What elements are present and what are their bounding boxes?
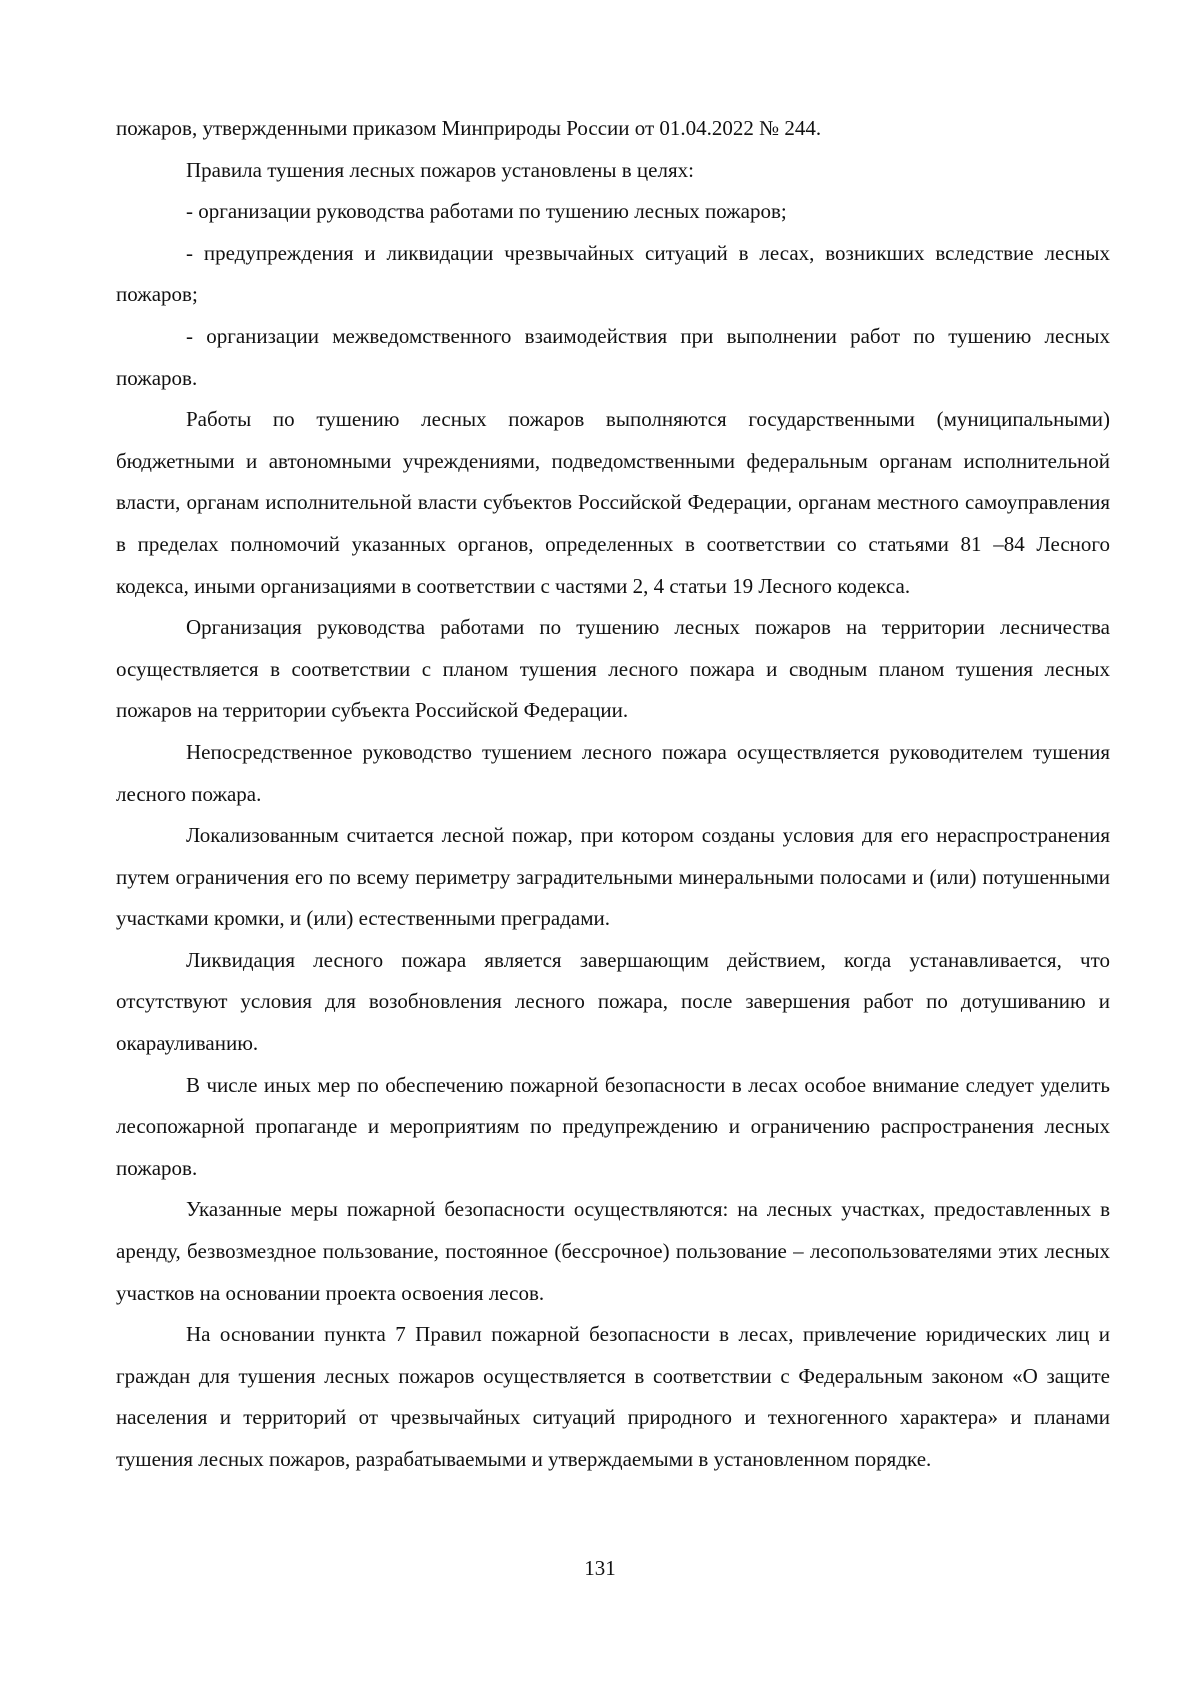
paragraph: Организация руководства работами по тушению лесных пожаров на территории лесничества осуществляется в соответствии с планом тушения лесного пожара и сводным планом тушения лесных пожаров на территории субъекта Российской Федерации. [116,615,1110,723]
paragraph: Локализованным считается лесной пожар, при котором созданы условия для его нераспространения путем ограничения его по всему периметру заградительными минеральными полосами и (или) потушенными участками кромки, и (или) естественными преградами. [116,823,1110,931]
paragraph: Правила тушения лесных пожаров установлены в целях: [186,157,694,182]
paragraph: На основании пункта 7 Правил пожарной безопасности в лесах, привлечение юридических лиц и граждан для тушения лесных пожаров осуществляется в соответствии с Федеральным законом «О защите населения и территорий от чрезвычайных ситуаций природного и техногенного характера» и планами тушения лесных пожаров, разрабатываемыми и утверждаемыми в установленном порядке. [116,1322,1110,1471]
paragraph: Непосредственное руководство тушением лесного пожара осуществляется руководителем тушения лесного пожара. [116,739,1110,806]
paragraph: Работы по тушению лесных пожаров выполняются государственными (муниципальными) бюджетными и автономными учреждениями, подведомственными федеральным органам исполнительной власти, органам исполнительной власти субъектов Российской Федерации, органам местного самоуправления в пределах полномочий указанных органов, определенных в соответствии со статьями 81 –84 Лесного кодекса, иными организациями в соответствии с частями 2, 4 статьи 19 Лесного кодекса. [116,407,1110,598]
page-number: 131 [584,1556,616,1580]
document-body [116,108,1110,1481]
paragraph: Ликвидация лесного пожара является завершающим действием, когда устанавливается, что отсутствуют условия для возобновления лесного пожара, после завершения работ по дотушиванию и окарауливанию. [116,947,1110,1056]
paragraph: Указанные меры пожарной безопасности осуществляются: на лесных участках, предоставленных в аренду, безвозмездное пользование, постоянное (бессрочное) пользование – лесопользователями этих лесных участков на основании проекта освоения лесов. [116,1197,1110,1305]
paragraph: В числе иных мер по обеспечению пожарной безопасности в лесах особое внимание следует уделить лесопожарной пропаганде и мероприятиям по предупреждению и ограничению распространения лесных пожаров. [116,1072,1110,1180]
paragraph: - организации руководства работами по тушению лесных пожаров; [186,199,787,224]
paragraph: - предупреждения и ликвидации чрезвычайных ситуаций в лесах, возникших вследствие лесных пожаров; [116,240,1110,307]
paragraph: пожаров, утвержденными приказом Минприроды России от 01.04.2022 № 244. [116,116,822,140]
paragraph: - организации межведомственного взаимодействия при выполнении работ по тушению лесных пожаров. [116,323,1110,390]
